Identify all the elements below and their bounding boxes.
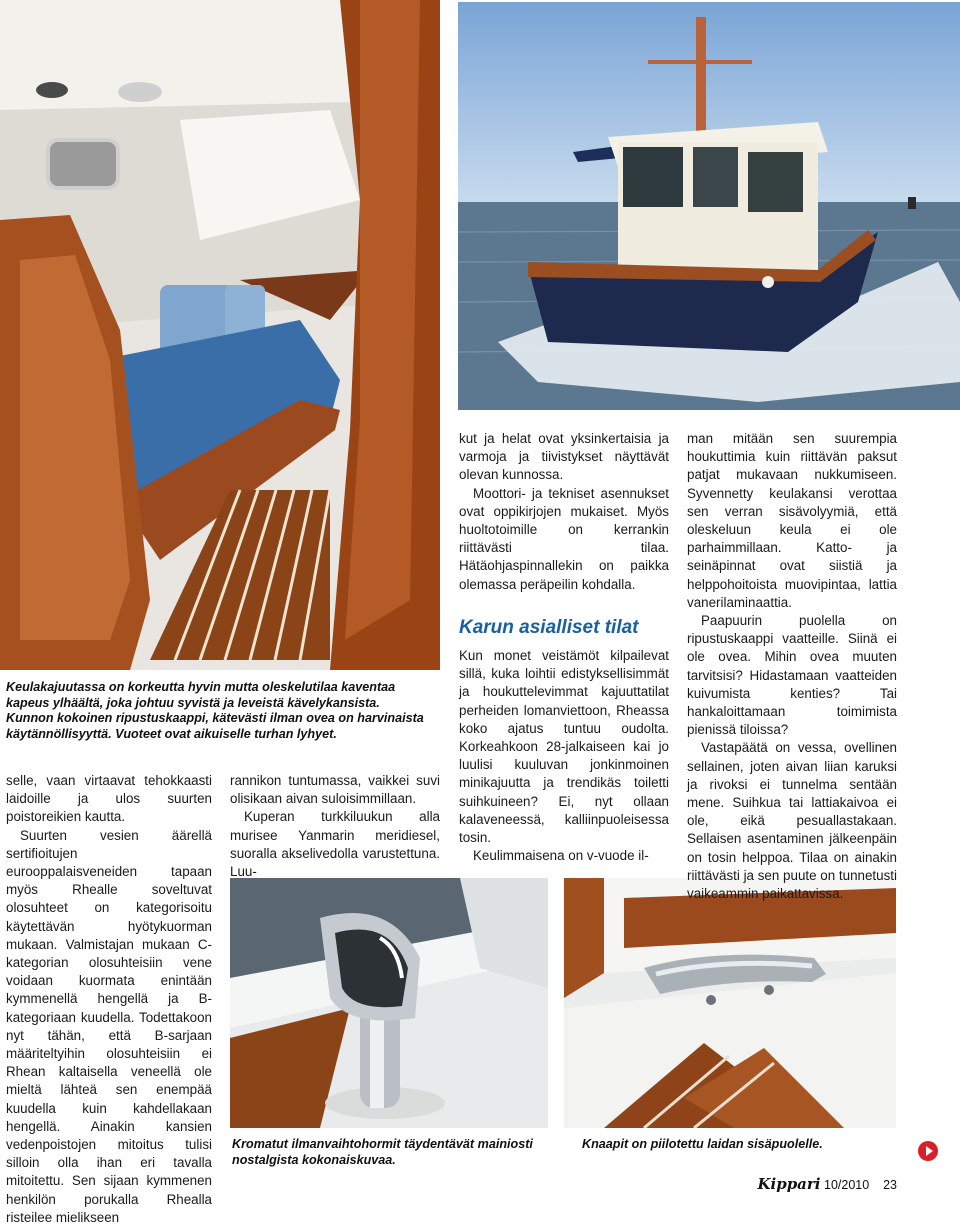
page-footer <box>757 1175 897 1193</box>
issue-number: 10/2010 <box>824 1178 870 1192</box>
cabin-caption: Keulakajuutassa on korkeutta hyvin mutta oleskelutilaa kaventaa kapeus ylhäältä, joka johtuu syvistä ja leveistä kävelykansista. Kunnon kokoinen ripustuskaappi, kätevästi ilman ovea on harvinaista käytännöllisyyttä. Vuoteet ovat aikuiselle turhan lyhyet. <box>6 680 424 741</box>
column-3-top <box>459 430 669 594</box>
paragraph: man mitään sen suurempia houkuttimia kuin riittävän paksut patjat mukavaan nukkumiseen. Syvennetty keulakansi verottaa sen verran sisävolyymiä, että oleskeluun keula ei ole parhaimmillaan. Katto- ja seinäpinnat ovat siistiä ja helppohoitoista muovipintaa, lattia vanerilaminaattia. <box>687 431 897 610</box>
section-heading: Karun asialliset tilat <box>459 617 639 638</box>
cleat-photo <box>564 878 896 1128</box>
vent-caption: Kromatut ilmanvaihtohormit täydentävät mainiosti nostalgista kokonaiskuvaa. <box>232 1137 533 1167</box>
magazine-brand: Kippari <box>757 1175 821 1193</box>
paragraph: kut ja helat ovat yksinkertaisia ja varmoja ja tiivistykset näyttävät olevan kunnossa. <box>459 431 669 483</box>
paragraph: rannikon tuntumassa, vaikkei suvi olisikaan aivan suloisimmillaan. <box>230 773 440 807</box>
paragraph: selle, vaan virtaavat tehokkaasti laidoille ja ulos suurten poistoreikien kautta. <box>6 773 212 825</box>
cleat-caption: Knaapit on piilotettu laidan sisäpuolelle. <box>582 1137 823 1151</box>
page-number: 23 <box>883 1178 897 1192</box>
column-1 <box>6 772 212 1227</box>
paragraph: Keulimmaisena on v-vuode il- <box>473 848 649 864</box>
paragraph: Kun monet veistämöt kilpailevat sillä, kuka loihtii edistyksellisimmät ja houkuttelevimmat kajuuttatilat perheiden lomanviettoon, Rheassa koko ajatus tuntuu oudolta. Korkeahkoon 28-jalkaiseen kai jo luulisi kuuluvan jonkinmoinen minikajuutta ja trendikäs toiletti suihkuineen? Ei, nyt ollaan kalaveneessä, kalliinpuoleisessa tosin. <box>459 648 669 846</box>
paragraph: Moottori- ja tekniset asennukset ovat oppikirjojen mukaiset. Myös huoltotoimille on kerrankin riittävästi tilaa. Hätäohjaspinnallekin on paikka olemassa peräpeilin kohdalla. <box>459 485 669 592</box>
boat-photo <box>458 2 960 410</box>
paragraph: Paapuurin puolella on ripustuskaappi vaatteille. Siinä ei ole ovea. Mihin ovea muuten tarvitsisi? Hidastamaan vaatteiden kuivumista kenties? Tai hankaloittamaan toimimista pienissä tiloissa? <box>687 613 897 738</box>
paragraph: Vastapäätä on vessa, ovellinen sellainen, joten aivan liian karuksi ja rivoksi ei tunnelma sentään mene. Suihkua tai lattiakaivoa ei ole, eikä pesuallastakaan. Sellaisen asentaminen jälkeenpäin on tosin helppoa. Tilaa on ainakin riittävästi ja sen puute on tunnetusti vaikeammin paikattavissa. <box>687 740 897 902</box>
cabin-photo <box>0 0 440 760</box>
column-4 <box>687 430 897 903</box>
column-2 <box>230 772 440 881</box>
paragraph: Suurten vesien äärellä sertifioitujen eurooppalaisveneiden tapaan myös Rhealle soveltuvat olosuhteet on kategorisoitu käytettävän hyötykuorman mukaan. Valmistajan mukaan C-kategorian olosuhteisiin vene voidaan kuormata enintään kymmenellä hengellä ja B-kategoriaan kuudella. Todettakoon nyt tähän, että B-sarjaan määriteltyihin olosuhteisiin ei Rhean kaltaisella veneellä ole mieltä lähteä sen enempää kuudella kuin kahdellakaan hengellä. Ainakin kansien vedenpoistojen mitoitus tulisi silloin olla ihan eri tavalla mitoitettu. Sen sijaan kymmenen henkilön porukalla Rhealla risteilee mielikseen <box>6 827 212 1225</box>
column-3-bottom <box>459 647 669 865</box>
paragraph: Kuperan turkkiluukun alla murisee Yanmarin meridiesel, suoralla akselivedolla varustettuna. Luu- <box>230 809 440 880</box>
vent-photo <box>230 878 548 1128</box>
play-arrow-icon <box>918 1141 938 1161</box>
